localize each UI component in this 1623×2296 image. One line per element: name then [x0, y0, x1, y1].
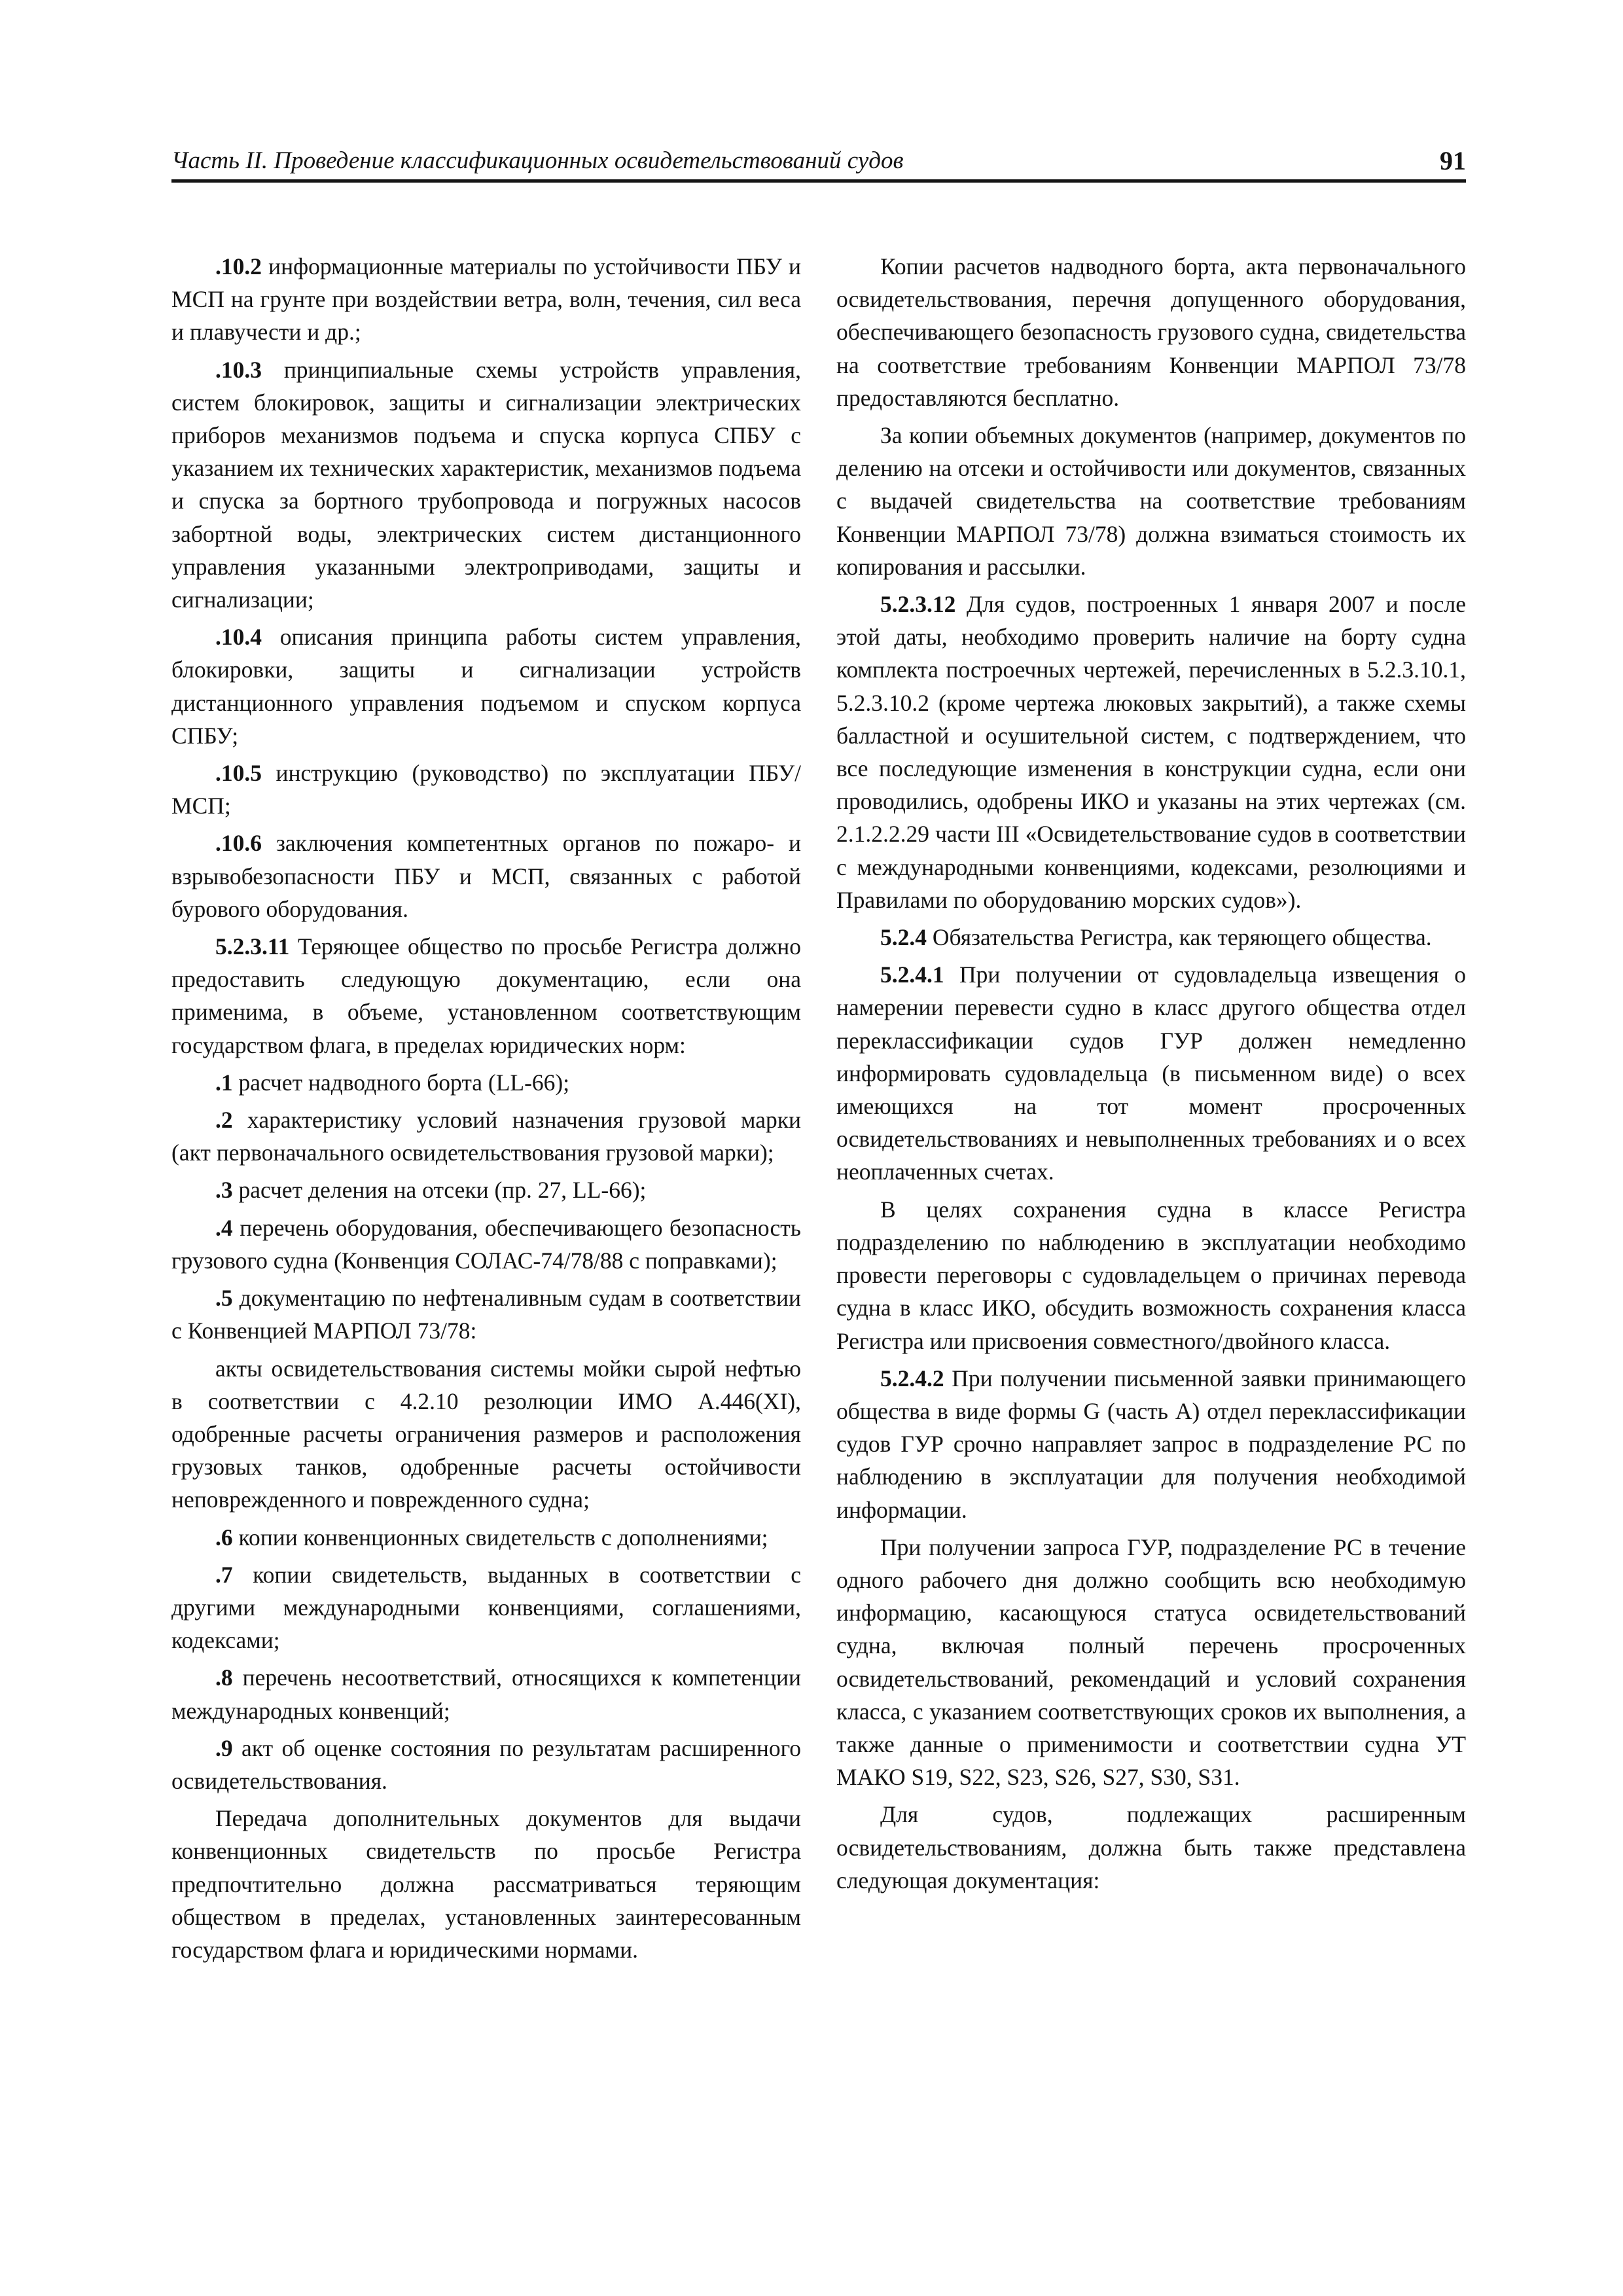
paragraph	[171, 757, 801, 822]
item-number: .9	[215, 1734, 233, 1761]
paragraph	[836, 1193, 1466, 1357]
paragraph	[171, 1103, 801, 1169]
item-number: .10.5	[215, 760, 262, 787]
paragraph	[171, 1802, 801, 1966]
paragraph-text: При получении письменной заявки принимающего общества в виде формы G (часть А) отдел переклассификации судов ГУР срочно направляет запрос в подразделение РС по наблюдению в эксплуатации для получения необходимой информации.	[836, 1365, 1466, 1523]
right-column	[836, 250, 1466, 1901]
header-title: Часть II. Проведение классификационных освидетельствований судов	[171, 147, 904, 174]
paragraph-text: перечень несоответствий, относящихся к компетенции международных конвенций;	[171, 1664, 801, 1724]
paragraph	[171, 1211, 801, 1277]
paragraph	[836, 1531, 1466, 1794]
paragraph	[171, 1352, 801, 1516]
paragraph	[836, 250, 1466, 414]
paragraph	[171, 827, 801, 925]
item-number: .6	[215, 1524, 233, 1551]
item-number: 5.2.3.11	[215, 933, 290, 960]
paragraph	[836, 588, 1466, 916]
paragraph-text: Для судов, построенных 1 января 2007 и после этой даты, необходимо проверить наличие на борту судна комплекта построечных чертежей, перечисленных в 5.2.3.10.1, 5.2.3.10.2 (кроме чертежа люковых закрытий), а также схемы балластной и осушительной систем, с подтверждением, что все последующие изменения в конструкции судна, если они проводились, одобрены ИКО и указаны на этих чертежах (см. 2.1.2.2.29 части III «Освидетельствование судов в соответствии с международными конвенциями, кодексами, резолюциями и Правилами по оборудованию морских судов»).	[836, 591, 1466, 913]
running-header	[171, 140, 1466, 183]
item-number: .10.2	[215, 253, 262, 279]
item-number: 5.2.4.2	[880, 1365, 944, 1391]
paragraph-text: документацию по нефтеналивным судам в соответствии с Конвенцией МАРПОЛ 73/78:	[171, 1285, 801, 1344]
paragraph-text: Для судов, подлежащих расширенным освидетельствованиям, должна быть также представлена следующая документация:	[836, 1801, 1466, 1893]
item-number: .2	[215, 1107, 233, 1134]
paragraph-text: принципиальные схемы устройств управления, систем блокировок, защиты и сигнализации электрических приборов механизмов подъема и спуска корпуса СПБУ с указанием их технических характеристик, механизмов подъема и спуска за бортного трубопровода и погружных насосов забортной воды, электрических систем дистанционного управления указанными электроприводами, защиты и сигнализации;	[171, 356, 801, 613]
paragraph	[171, 1066, 801, 1099]
paragraph	[836, 1798, 1466, 1897]
paragraph-text: Теряющее общество по просьбе Регистра должно предоставить следующую документацию, если она применима, в объеме, установленном соответствующим государством флага, в пределах юридических норм:	[171, 933, 801, 1058]
paragraph-text: копии конвенционных свидетельств с дополнениями;	[232, 1524, 768, 1551]
paragraph	[171, 1661, 801, 1727]
paragraph-text: В целях сохранения судна в классе Регистра подразделению по наблюдению в эксплуатации необходимо провести переговоры с судовладельцем о причинах перевода судна в класс ИКО, обсудить возможность сохранения класса Регистра или присвоения совместного/двойного класса.	[836, 1196, 1466, 1354]
paragraph	[836, 1362, 1466, 1526]
item-number: .7	[215, 1561, 233, 1588]
paragraph	[171, 1174, 801, 1206]
paragraph-text: характеристику условий назначения грузовой марки (акт первоначального освидетельствования грузовой марки);	[171, 1107, 801, 1166]
paragraph	[836, 419, 1466, 583]
item-number: .10.3	[215, 356, 262, 383]
paragraph-text: описания принципа работы систем управления, блокировки, защиты и сигнализации устройств дистанционного управления подъемом и спуском корпуса СПБУ;	[171, 624, 801, 749]
item-number: .5	[215, 1285, 233, 1312]
item-number: .8	[215, 1664, 233, 1691]
item-number: .1	[215, 1069, 233, 1096]
paragraph	[171, 1282, 801, 1347]
paragraph-text: Копии расчетов надводного борта, акта первоначального освидетельствования, перечня допущенного оборудования, обеспечивающего безопасность грузового судна, свидетельства на соответствие требованиям Конвенции МАРПОЛ 73/78 предоставляются бесплатно.	[836, 253, 1466, 411]
paragraph-text: За копии объемных документов (например, документов по делению на отсеки и остойчивости или документов, связанных с выдачей свидетельства на соответствие требованиям Конвенции МАРПОЛ 73/78) должна взиматься стоимость их копирования и рассылки.	[836, 422, 1466, 580]
item-number: 5.2.3.12	[880, 591, 956, 618]
paragraph	[836, 958, 1466, 1188]
paragraph-text: При получении от судовладельца извещения о намерении перевести судно в класс другого общества отдел переклассификации судов ГУР должен немедленно информировать судовладельца (в письменном виде) о всех имеющихся на тот момент просроченных освидетельствованиях и невыполненных требованиях и о всех неоплаченных счетах.	[836, 961, 1466, 1185]
paragraph	[171, 930, 801, 1062]
paragraph-text: перечень оборудования, обеспечивающего безопасность грузового судна (Конвенция СОЛАС-74/78/88 с поправками);	[171, 1214, 801, 1274]
paragraph	[171, 620, 801, 752]
item-number: .4	[215, 1214, 233, 1241]
paragraph-text: акт об оценке состояния по результатам расширенного освидетельствования.	[171, 1734, 801, 1794]
paragraph-text: информационные материалы по устойчивости ПБУ и МСП на грунте при воздействии ветра, волн, течения, сил веса и плавучести и др.;	[171, 253, 801, 346]
paragraph-text: инструкцию (руководство) по эксплуатации ПБУ/МСП;	[171, 760, 801, 819]
item-number: .10.4	[215, 624, 262, 651]
paragraph-text: акты освидетельствования системы мойки сырой нефтью в соответствии с 4.2.10 резолюции ИМО А.446(XI), одобренные расчеты ограничения размеров и расположения грузовых танков, одобренные расчеты остойчивости неповрежденного и поврежденного судна;	[171, 1355, 801, 1513]
paragraph	[171, 1521, 801, 1554]
paragraph-text: заключения компетентных органов по пожаро- и взрывобезопасности ПБУ и МСП, связанных с работой бурового оборудования.	[171, 830, 801, 922]
item-number: .10.6	[215, 830, 262, 857]
paragraph-text: При получении запроса ГУР, подразделение РС в течение одного рабочего дня должно сообщить всю необходимую информацию, касающуюся статуса освидетельствований судна, включая полный перечень просроченных освидетельствований, рекомендаций и условий сохранения класса, с указанием соответствующих сроков их выполнения, а также данные о применимости и соответствии судна УТ МАКО S19, S22, S23, S26, S27, S30, S31.	[836, 1534, 1466, 1791]
paragraph-text: расчет деления на отсеки (пр. 27, LL-66);	[232, 1177, 647, 1204]
paragraph	[171, 250, 801, 349]
paragraph-text: Обязательства Регистра, как теряющего общества.	[927, 924, 1432, 951]
paragraph-text: Передача дополнительных документов для выдачи конвенционных свидетельств по просьбе Регистра предпочтительно должна рассматриваться теряющим обществом в пределах, установленных заинтересованным государством флага и юридическими нормами.	[171, 1805, 801, 1963]
paragraph	[836, 921, 1466, 954]
paragraph	[171, 1558, 801, 1657]
item-number: .3	[215, 1177, 233, 1204]
page-number: 91	[1440, 146, 1466, 175]
paragraph	[171, 1732, 801, 1797]
paragraph	[171, 353, 801, 617]
left-column	[171, 250, 801, 1971]
paragraph-text: расчет надводного борта (LL-66);	[232, 1069, 570, 1096]
item-number: 5.2.4.1	[880, 961, 944, 988]
paragraph-text: копии свидетельств, выданных в соответствии с другими международными конвенциями, соглашениями, кодексами;	[171, 1561, 801, 1654]
item-number: 5.2.4	[880, 924, 927, 951]
